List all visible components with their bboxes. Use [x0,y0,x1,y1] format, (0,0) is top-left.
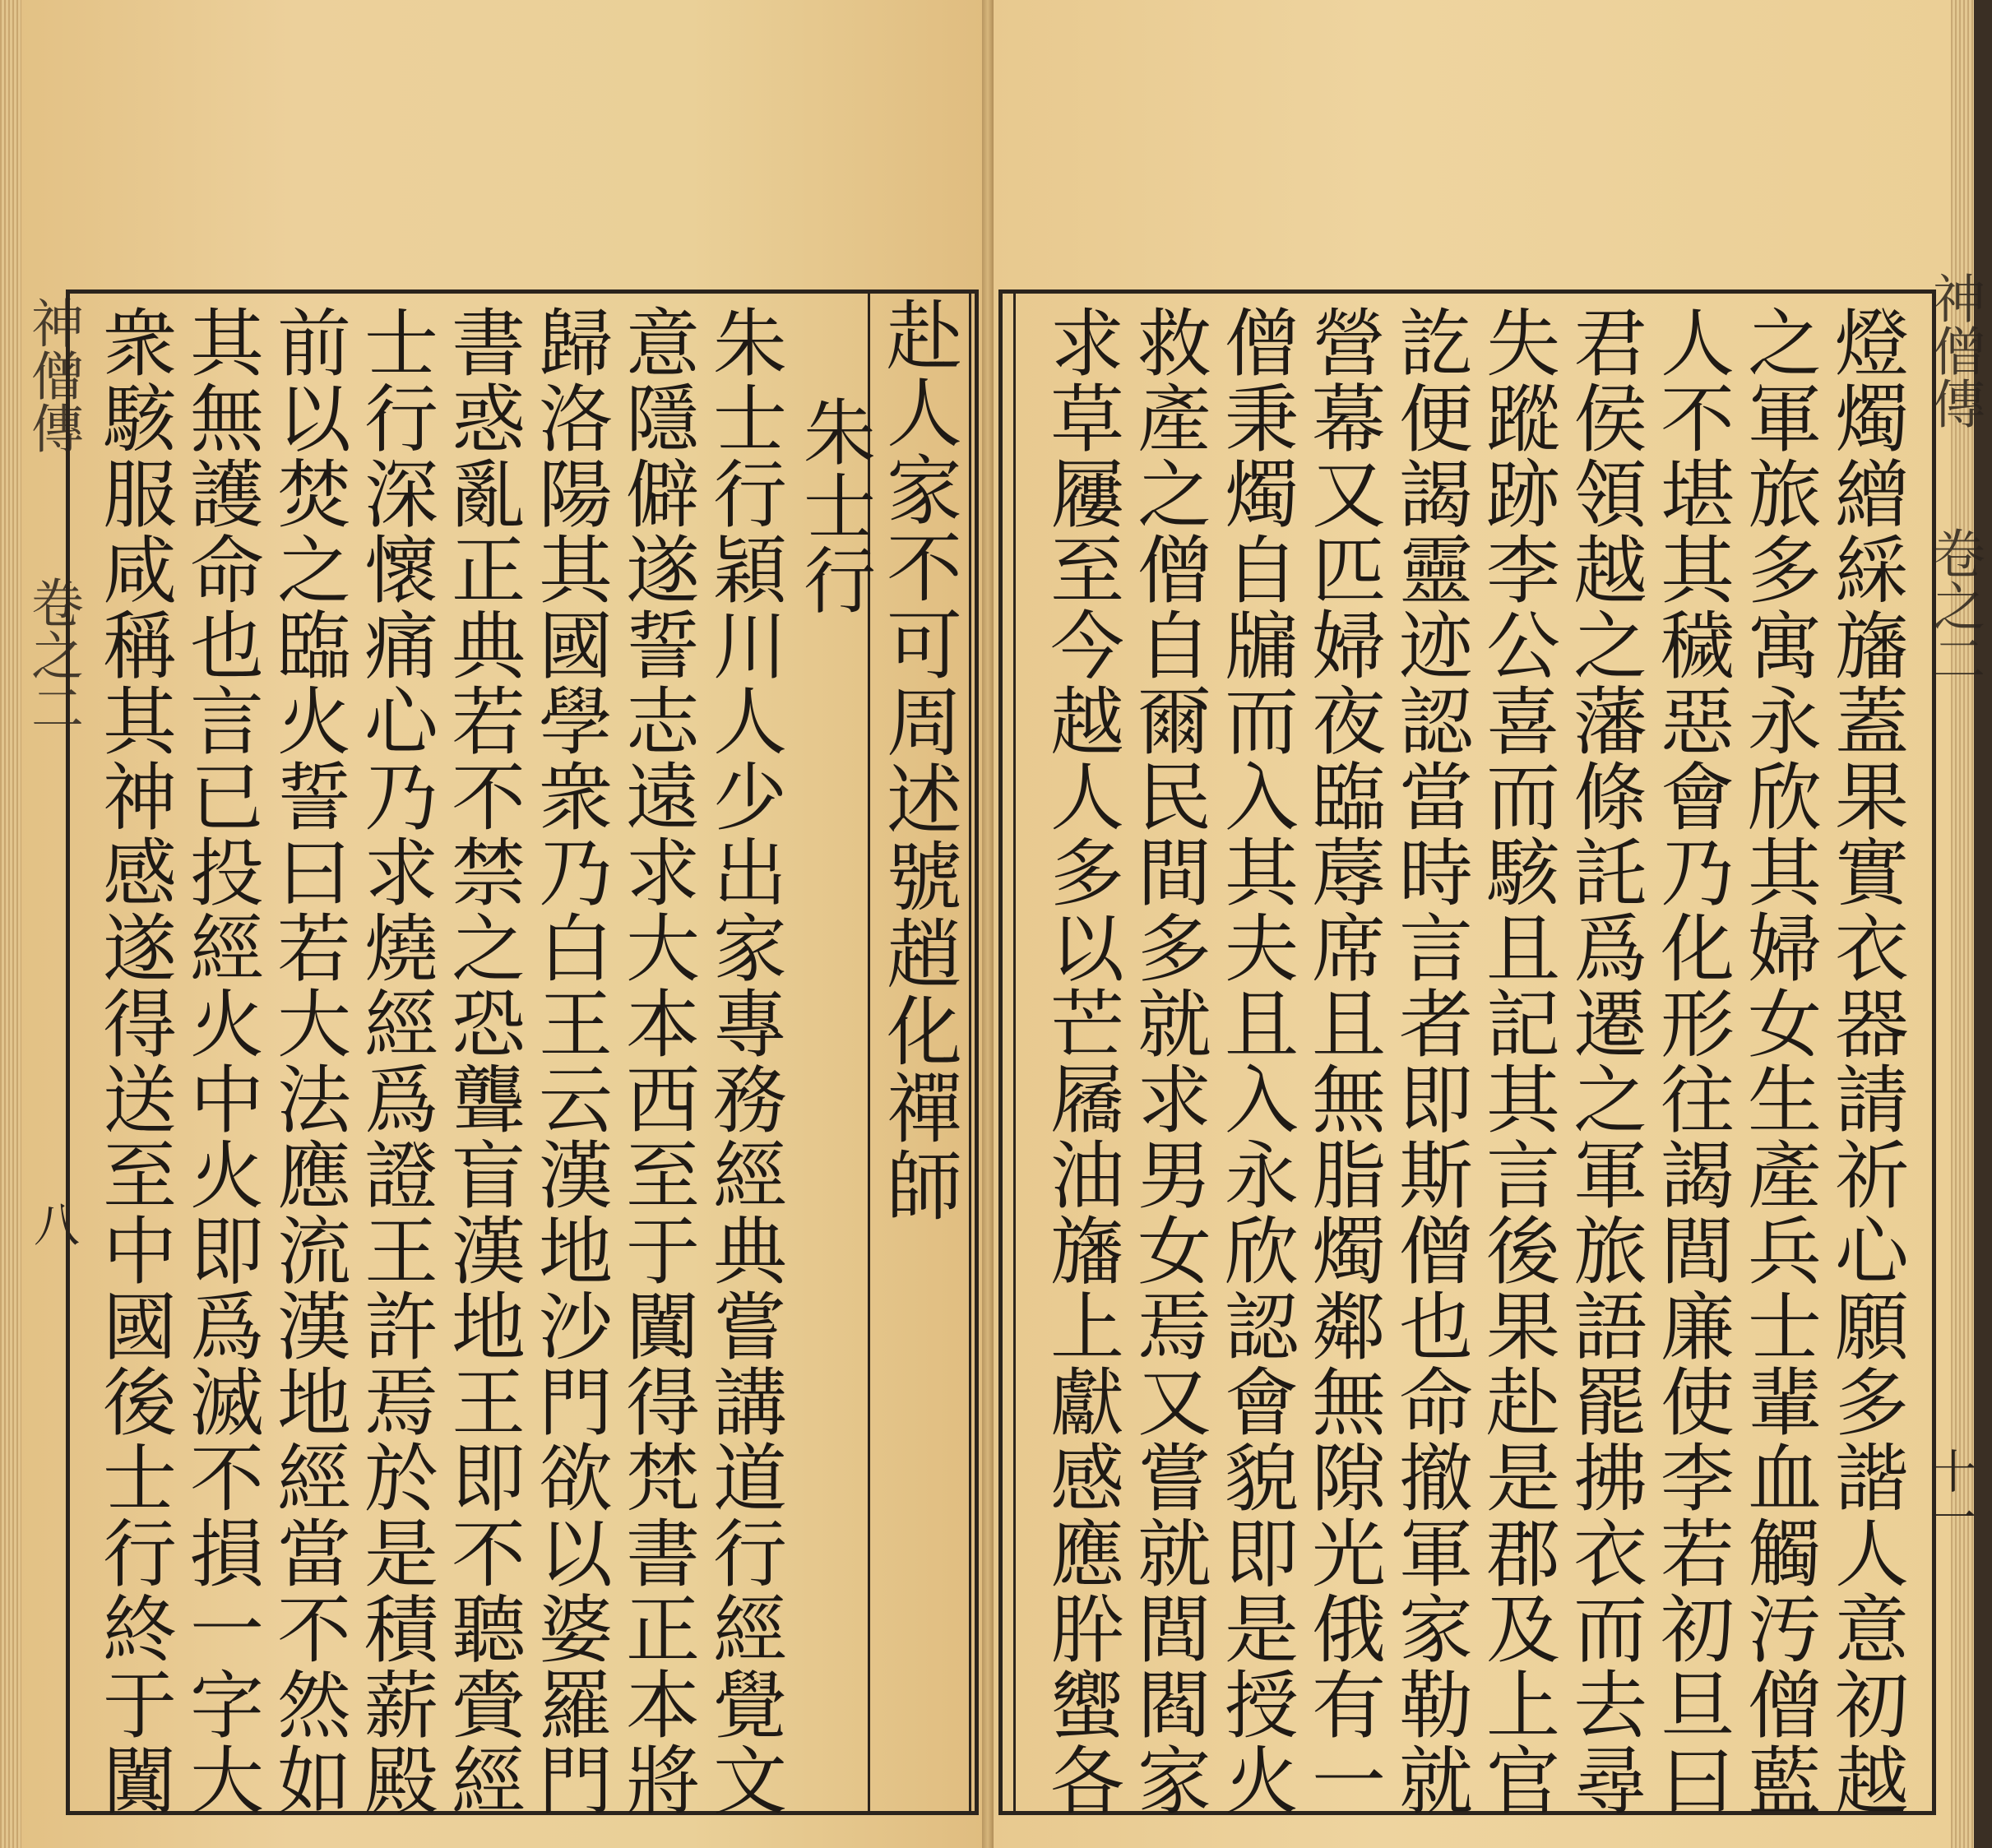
left-text-column: 其無護命也言已投經火中火即爲滅不損一字大 [177,304,263,1818]
left-text-column: 歸洛陽其國學衆乃白王云漢地沙門欲以婆羅門 [526,304,612,1818]
left-text-column: 衆駭服咸稱其神感遂得送至中國後士行終于闐 [90,304,176,1818]
right-text-column: 君侯領越之藩條託爲遷之軍旅語罷拂衣而去尋 [1560,304,1647,1818]
right-text-column: 求草屨至今越人多以芒屩油旛上獻感應肸蠁各 [1037,304,1123,1818]
right-text-column: 救產之僧自爾民間多就求男女焉又嘗就閭閻家 [1124,304,1211,1818]
left-text-column: 前以焚之臨火誓曰若大法應流漢地經當不然如 [264,304,350,1818]
right-margin-title: 神僧傳 [1924,271,1985,429]
left-page-edge [0,0,21,1848]
right-text-column: 營幕又匹婦夜臨蓐席且無脂燭鄰無隙光俄有一 [1299,304,1385,1818]
left-text-column: 士行深懷痛心乃求燒經爲證王許焉於是積薪殿 [351,304,438,1818]
section-subheading: 朱士行 [792,395,877,617]
right-page-number: 十一 [1923,1447,1976,1540]
left-page-number: 八 [26,1201,80,1247]
left-margin-title: 神僧傳 [22,296,83,454]
right-text-column: 訖便謁靈迹認當時言者即斯僧也命撤軍家勒就 [1386,304,1472,1818]
right-fold-rule [1013,289,1016,1811]
left-fold-rule [969,289,971,1811]
right-text-column: 僧秉燭自牖而入其夫且入永欣認會貌即是授火 [1211,304,1298,1818]
right-text-column: 失蹤跡李公喜而駭且記其言後果赴是郡及上官 [1473,304,1559,1818]
left-text-column: 意隱僻遂誓志遠求大本西至于闐得梵書正本將 [613,304,699,1818]
book-spine [982,0,994,1848]
section-heading: 赴人家不可周述號趙化禪師 [874,296,962,1224]
left-text-column: 書惑亂正典若不禁之恐聾盲漢地王即不聽賫經 [438,304,525,1818]
right-margin-volume: 卷之二 [1924,526,1985,684]
right-text-column: 人不堪其穢惡會乃化形往謁閭廉使李若初旦曰 [1647,304,1734,1818]
right-text-column: 燈燭繒綵旛蓋果實衣器請祈心願多諧人意初越 [1822,304,1908,1818]
left-text-column: 朱士行穎川人少出家專務經典嘗講道行經覺文 [700,304,786,1818]
right-text-column: 之軍旅多寓永欣其婦女生產兵士輩血觸汚僧藍 [1735,304,1821,1818]
left-margin-volume: 卷之二 [22,576,83,734]
